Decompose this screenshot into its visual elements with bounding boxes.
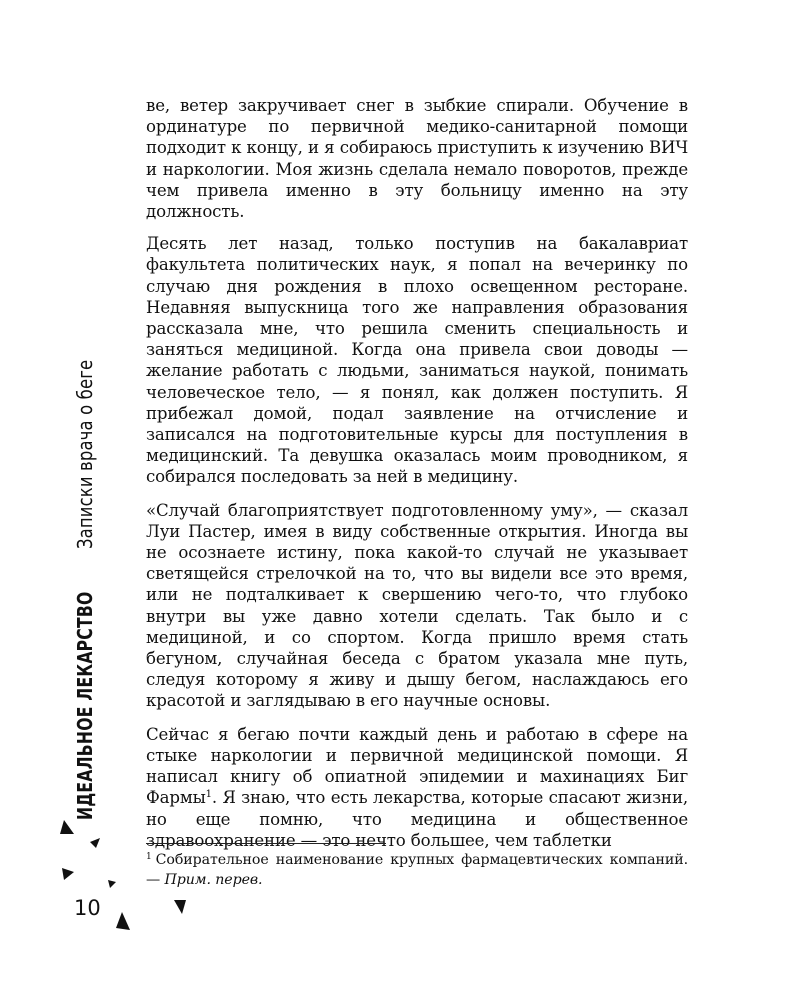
paragraph: Десять лет назад, только поступив на бакалавриат факультета политических наук, я попал на вечеринку по случаю дня рождения в плохо освещенном ресторане. Недавняя выпускница того же направления образования рассказала мне, что решила сменить специальность и заняться медициной. Когда она привела свои доводы — желание работать с людьми, заниматься наукой, понимать человеческое тело, — я понял, как должен поступить. Я прибежал домой, подал заявление на отчисление и записался на подготовительные курсы для поступления в медицинский. Та девушка оказалась моим проводником, я собирался последовать за ней в медицину. (146, 234, 688, 487)
footnote-number: 1 (146, 852, 152, 862)
paragraph: ве, ветер закручивает снег в зыбкие спирали. Обучение в ординатуре по первичной медико-санитарной помощи подходит к концу, и я собираюсь приступить к изучению ВИЧ и наркологии. Моя жизнь сделала немало поворотов, прежде чем привела именно в эту больницу именно на эту должность. (146, 96, 688, 222)
paragraph (146, 724, 688, 851)
footnote (146, 850, 688, 890)
footnote-divider (146, 843, 386, 844)
running-head (72, 359, 98, 820)
footnote-reference[interactable]: 1 (205, 789, 212, 801)
triangle-icon (108, 880, 116, 888)
triangle-icon (60, 820, 74, 834)
triangle-icon (174, 900, 186, 914)
body-text (146, 95, 688, 863)
paragraph-text: . Я знаю, что есть лекарства, которые спасают жизни, но еще помню, что медицина и общественное здравоохранение — это нечто большее, чем таблетки (146, 788, 688, 850)
triangle-icon (90, 838, 100, 848)
footnote-text: Собирательное наименование крупных фармацевтических компаний. — (146, 852, 688, 888)
book-title: ИДЕАЛЬНОЕ ЛЕКАРСТВО (73, 591, 97, 820)
paragraph: «Случай благоприятствует подготовленному уму», — сказал Луи Пастер, имея в виду собственные открытия. Иногда вы не осознаете истину, пока какой-то случай не указывает светящейся стрелочкой на то, что вы видели все это время, или не подталкивает к свершению чего-то, что глубоко внутри вы уже давно хотели сделать. Так было и с медициной, и со спортом. Когда пришло время стать бегуном, случайная беседа с братом указала мне путь, следуя которому я живу и дышу бегом, наслаждаюсь его красотой и заглядываю в его научные основы. (146, 500, 688, 711)
page-number: 10 (74, 896, 101, 920)
section-title: Записки врача о беге (73, 359, 97, 550)
paragraph-text: Сейчас я бегаю почти каждый день и работаю в сфере на стыке наркологии и первичной медицинской помощи. Я написал книгу об опиатной эпидемии и махинациях Биг Фармы (146, 724, 688, 808)
triangle-icon (62, 868, 74, 880)
triangle-icon (116, 912, 130, 930)
translator-note: Прим. перев. (164, 872, 263, 888)
